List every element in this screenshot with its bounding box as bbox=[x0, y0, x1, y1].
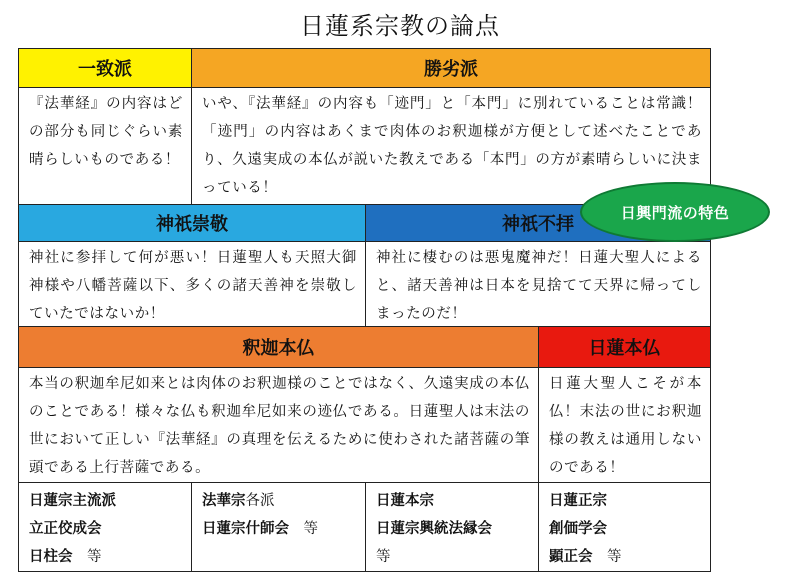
group-cell bbox=[365, 482, 539, 572]
itchi-heading: 一致派 bbox=[18, 48, 192, 88]
jingi-fuhai-heading: 神祇不拝 bbox=[365, 204, 711, 242]
nichiren-honbutsu-text: 日蓮大聖人こそが本仏！末法の世にお釈迦様の教えは通用しないのである！ bbox=[538, 367, 711, 483]
group-suffix: 等 bbox=[72, 549, 102, 565]
shoretsu-heading: 勝劣派 bbox=[191, 48, 711, 88]
group-name: 立正佼成会 bbox=[29, 521, 102, 537]
shaka-honbutsu-text: 本当の釈迦牟尼如来とは肉体のお釈迦様のことではなく、久遠実成の本仏のことである！様々な仏も釈迦牟尼如来の迹仏である。日蓮聖人は末法の世において正しい『法華経』の真理を伝えるために使わされた諸菩薩の筆頭である上行菩薩である。 bbox=[18, 367, 539, 483]
group-name: 顕正会 bbox=[549, 549, 593, 565]
group-name: 日蓮本宗 bbox=[376, 493, 434, 509]
nikko-lineage-badge: 日興門流の特色 bbox=[580, 182, 770, 242]
nichiren-honbutsu-heading: 日蓮本仏 bbox=[538, 326, 711, 368]
group-name: 法華宗 bbox=[202, 493, 246, 509]
group-name: 日蓮宗主流派 bbox=[29, 493, 116, 509]
group-name: 日蓮正宗 bbox=[549, 493, 607, 509]
group-suffix: 等 bbox=[592, 549, 622, 565]
group-name: 日柱会 bbox=[29, 549, 73, 565]
group-name: 創価学会 bbox=[549, 521, 607, 537]
group-suffix: 等 bbox=[376, 549, 391, 565]
shaka-honbutsu-heading: 釈迦本仏 bbox=[18, 326, 539, 368]
jingi-fuhai-text: 神社に棲むのは悪鬼魔神だ！日蓮大聖人によると、諸天善神は日本を見捨てて天界に帰ってしまったのだ！ bbox=[365, 241, 711, 327]
group-suffix: 等 bbox=[289, 521, 318, 537]
jingi-suukei-heading: 神祇崇敬 bbox=[18, 204, 366, 242]
group-cell bbox=[18, 482, 192, 572]
group-cell bbox=[191, 482, 366, 572]
group-suffix: 各派 bbox=[245, 493, 275, 509]
shoretsu-text: いや、『法華経』の内容も「迹門」と「本門」に別れていることは常識！「迹門」の内容はあくまで肉体のお釈迦様が方便として述べたことであり、久遠実成の本仏が説いた教えである「本門」の方が素晴らしいに決まっている！ bbox=[191, 87, 711, 205]
jingi-suukei-text: 神社に参拝して何が悪い！日蓮聖人も天照大御神様や八幡菩薩以下、多くの諸天善神を崇敬していたではないか！ bbox=[18, 241, 366, 327]
group-name: 日蓮宗興統法縁会 bbox=[376, 521, 492, 537]
page-title: 日蓮系宗教の論点 bbox=[300, 12, 500, 40]
group-cell bbox=[538, 482, 711, 572]
group-name: 日蓮宗什師会 bbox=[202, 521, 289, 537]
itchi-text: 『法華経』の内容はどの部分も同じぐらい素晴らしいものである！ bbox=[18, 87, 192, 205]
